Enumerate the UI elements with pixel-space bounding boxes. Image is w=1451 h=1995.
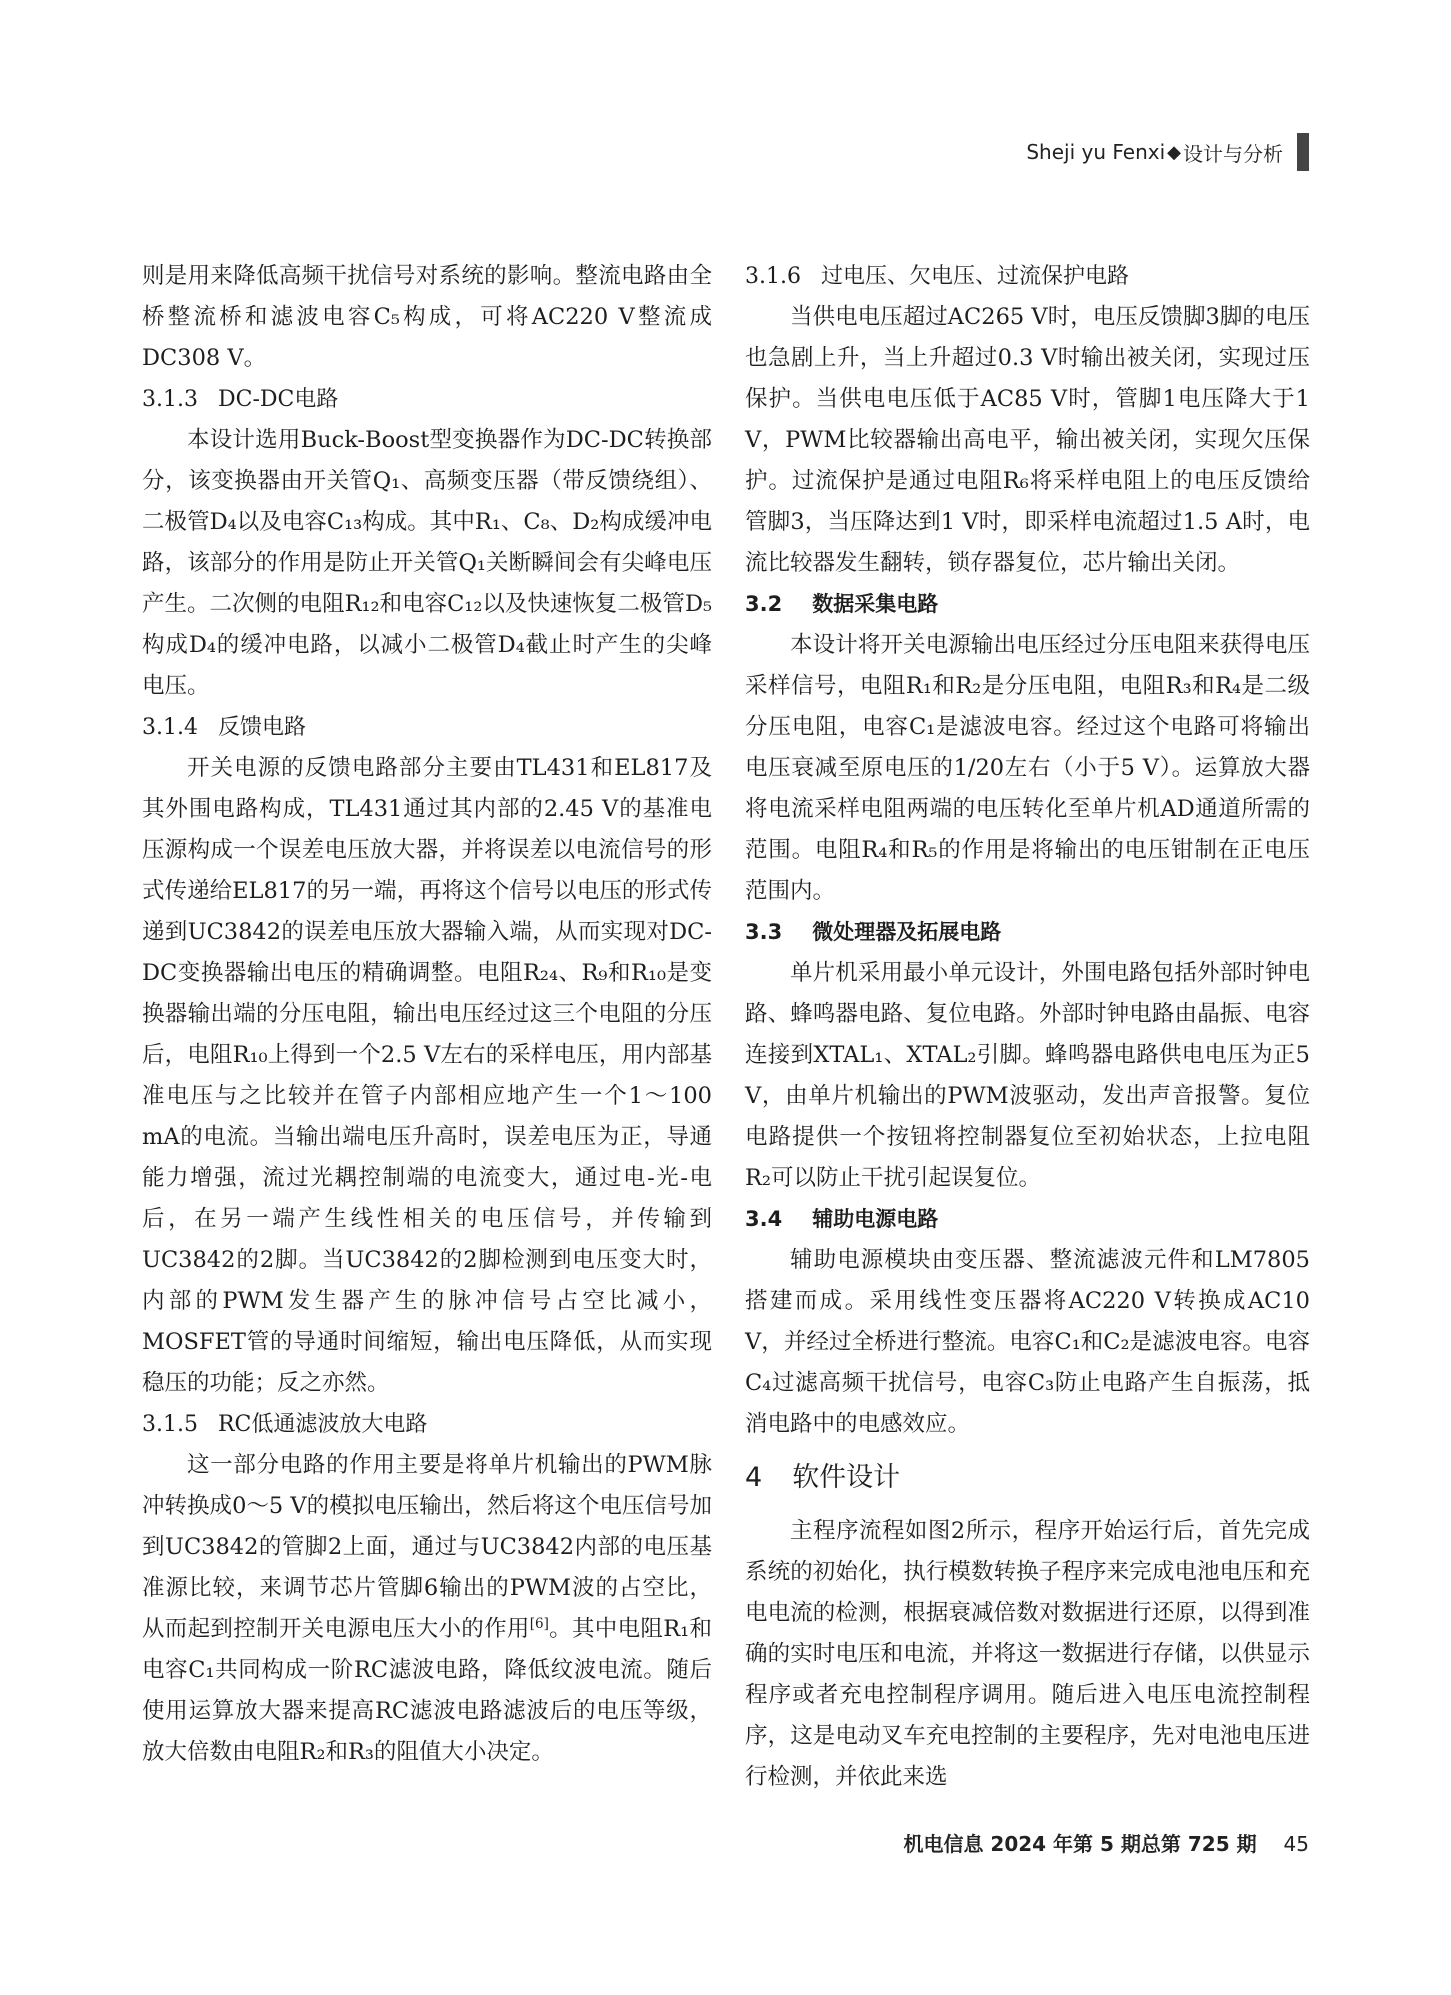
running-footer	[903, 1828, 1309, 1857]
section-title: 过电压、欠电压、过流保护电路	[820, 264, 1129, 289]
section-4-heading	[745, 1451, 1310, 1505]
left-column	[142, 256, 712, 1773]
section-3-2-paragraph: 本设计将开关电源输出电压经过分压电阻来获得电压采样信号，电阻R₁和R₂是分压电阻，电阻R₃和R₄是二级分压电阻，电容C₁是滤波电容。经过这个电路可将输出电压衰减至原电压的1/20左右（小于5 V）。运算放大器将电流采样电阻两端的电压转化至单片机AD通道所需的范围。电阻R₄和R₅的作用是将输出的电压钳制在正电压范围内。	[745, 632, 1310, 904]
section-3-1-3-paragraph: 本设计选用Buck-Boost型变换器作为DC-DC转换部分，该变换器由开关管Q₁、高频变压器（带反馈绕组）、二极管D₄以及电容C₁₃构成。其中R₁、C₈、D₂构成缓冲电路，该部分的作用是防止开关管Q₁关断瞬间会有尖峰电压产生。二次侧的电阻R₁₂和电容C₁₂以及快速恢复二极管D₅构成D₄的缓冲电路，以减小二极管D₄截止时产生的尖峰电压。	[142, 427, 712, 699]
section-3-1-6-heading	[745, 256, 1310, 297]
section-number: 3.4	[745, 1207, 783, 1231]
section-number: 3.1.3	[142, 387, 198, 412]
section-4-paragraph: 主程序流程如图2所示，程序开始运行后，首先完成系统的初始化，执行模数转换子程序来完成电池电压和充电电流的检测，根据衰减倍数对数据进行还原，以得到准确的实时电压和电流，并将这一数据进行存储，以供显示程序或者充电控制程序调用。随后进入电压电流控制程序，这是电动叉车充电控制的主要程序，先对电池电压进行检测，并依此来选	[745, 1518, 1310, 1790]
section-title: 软件设计	[792, 1462, 901, 1493]
section-number: 3.3	[745, 920, 783, 944]
section-3-1-3-heading	[142, 379, 712, 420]
section-number: 3.2	[745, 592, 783, 616]
section-name: 设计与分析	[1183, 141, 1283, 166]
section-3-4-heading	[745, 1199, 1310, 1240]
running-header	[1026, 132, 1309, 172]
section-3-2-heading	[745, 584, 1310, 625]
section-number: 3.1.6	[745, 264, 801, 289]
page-number: 45	[1283, 1832, 1309, 1856]
section-number: 3.1.4	[142, 715, 198, 740]
journal-pinyin: Sheji yu Fenxi	[1026, 140, 1166, 164]
section-title: 微处理器及拓展电路	[812, 920, 1002, 944]
diamond-icon: ◆	[1167, 141, 1181, 163]
section-number: 4	[745, 1462, 763, 1493]
journal-issue-info: 机电信息 2024 年第 5 期总第 725 期	[903, 1832, 1257, 1856]
section-3-1-4-paragraph: 开关电源的反馈电路部分主要由TL431和EL817及其外围电路构成，TL431通过其内部的2.45 V的基准电压源构成一个误差电压放大器，并将误差以电流信号的形式传递给EL817的另一端，再将这个信号以电压的形式传递到UC3842的误差电压放大器输入端，从而实现对DC-DC变换器输出电压的精确调整。电阻R₂₄、R₉和R₁₀是变换器输出端的分压电阻，输出电压经过这三个电阻的分压后，电阻R₁₀上得到一个2.5 V左右的采样电压，用内部基准电压与之比较并在管子内部相应地产生一个1～100 mA的电流。当输出端电压升高时，误差电压为正，导通能力增强，流过光耦控制端的电流变大，通过电-光-电后，在另一端产生线性相关的电压信号，并传输到UC3842的2脚。当UC3842的2脚检测到电压变大时，内部的PWM发生器产生的脉冲信号占空比减小，MOSFET管的导通时间缩短，输出电压降低，从而实现稳压的功能；反之亦然。	[142, 755, 712, 1396]
citation-marker: [6]	[529, 1615, 549, 1632]
section-title: DC-DC电路	[217, 387, 339, 412]
header-bar-decoration	[1297, 133, 1309, 171]
section-title: 辅助电源电路	[812, 1207, 939, 1231]
section-3-1-5-heading	[142, 1404, 712, 1445]
section-3-3-paragraph: 单片机采用最小单元设计，外围电路包括外部时钟电路、蜂鸣器电路、复位电路。外部时钟电路由晶振、电容连接到XTAL₁、XTAL₂引脚。蜂鸣器电路供电电压为正5 V，由单片机输出的PWM波驱动，发出声音报警。复位电路提供一个按钮将控制器复位至初始状态，上拉电阻R₂可以防止干扰引起误复位。	[745, 960, 1310, 1191]
section-3-3-heading	[745, 912, 1310, 953]
section-title: 数据采集电路	[812, 592, 939, 616]
intro-paragraph: 则是用来降低高频干扰信号对系统的影响。整流电路由全桥整流桥和滤波电容C₅构成，可将AC220 V整流成DC308 V。	[142, 263, 712, 371]
section-3-4-paragraph: 辅助电源模块由变压器、整流滤波元件和LM7805搭建而成。采用线性变压器将AC220 V转换成AC10 V，并经过全桥进行整流。电容C₁和C₂是滤波电容。电容C₄过滤高频干扰信号，电容C₃防止电路产生自振荡，抵消电路中的电感效应。	[745, 1247, 1310, 1437]
section-number: 3.1.5	[142, 1412, 198, 1437]
section-3-1-5-paragraph: 这一部分电路的作用主要是将单片机输出的PWM脉冲转换成0～5 V的模拟电压输出，然后将这个电压信号加到UC3842的管脚2上面，通过与UC3842内部的电压基准源比较，来调节芯片管脚6输出的PWM波的占空比，从而起到控制开关电源电压大小的作用[6]。其中电阻R₁和电容C₁共同构成一阶RC滤波电路，降低纹波电流。随后使用运算放大器来提高RC滤波电路滤波后的电压等级，放大倍数由电阻R₂和R₃的阻值大小决定。	[142, 1452, 712, 1765]
section-3-1-4-heading	[142, 707, 712, 748]
right-column	[745, 256, 1310, 1798]
section-title: 反馈电路	[217, 715, 306, 740]
section-3-1-6-paragraph: 当供电电压超过AC265 V时，电压反馈脚3脚的电压也急剧上升，当上升超过0.3 V时输出被关闭，实现过压保护。当供电电压低于AC85 V时，管脚1电压降大于1 V，PWM比较器输出高电平，输出被关闭，实现欠压保护。过流保护是通过电阻R₆将采样电阻上的电压反馈给管脚3，当压降达到1 V时，即采样电流超过1.5 A时，电流比较器发生翻转，锁存器复位，芯片输出关闭。	[745, 304, 1310, 576]
section-title: RC低通滤波放大电路	[217, 1412, 428, 1437]
